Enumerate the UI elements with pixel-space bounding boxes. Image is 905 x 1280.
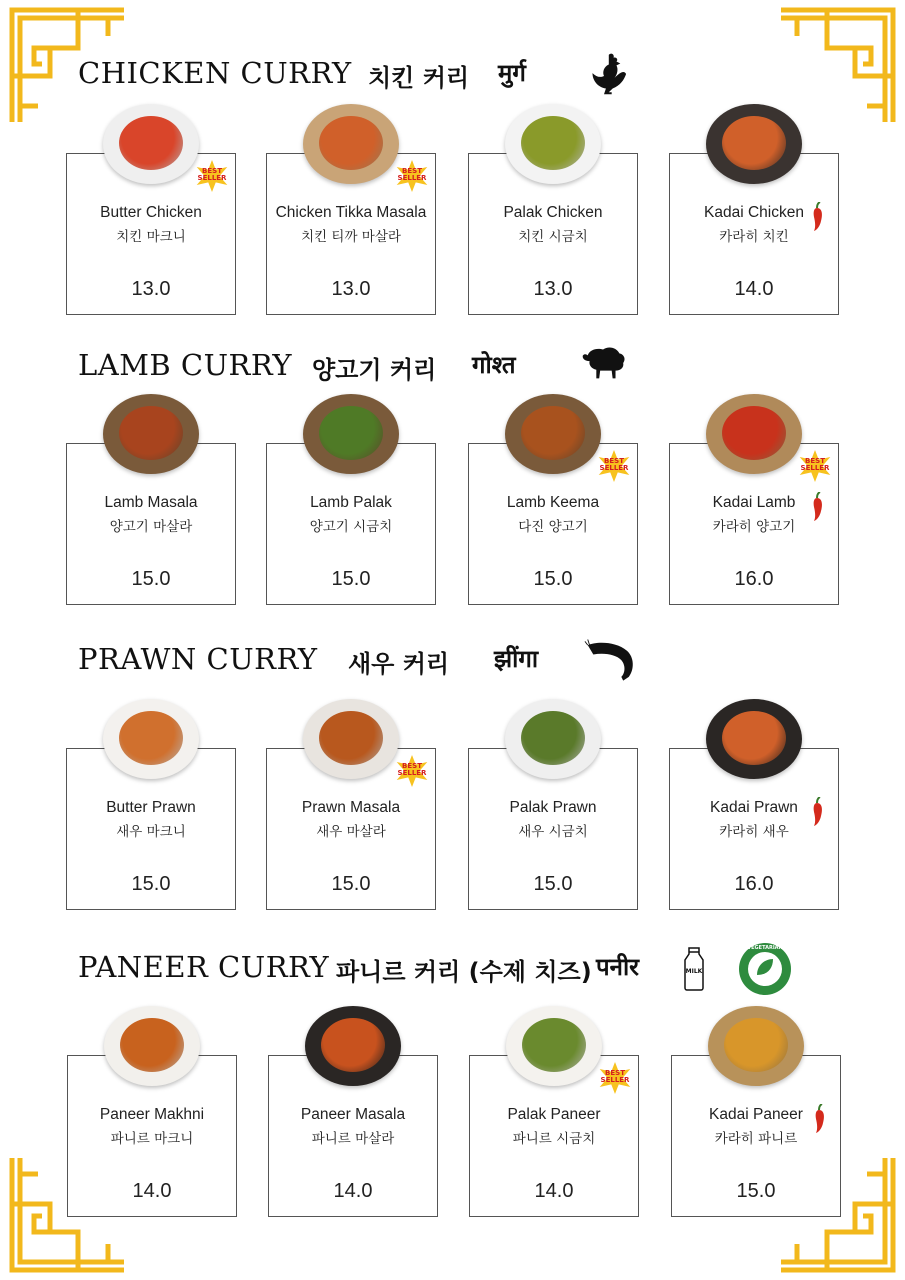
item-name-english: Kadai Prawn (710, 799, 798, 816)
section-header (78, 944, 838, 994)
section-header (78, 50, 838, 100)
best-seller-label: BEST SELLER (197, 167, 227, 182)
section-title: CHICKEN CURRY (78, 56, 352, 90)
item-name-korean: 양고기 시금치 (309, 519, 393, 535)
item-name-korean: 새우 마살라 (316, 824, 386, 840)
shrimp-icon (584, 636, 640, 686)
section-title-korean: 치킨 커리 (368, 64, 470, 92)
item-name-korean: 새우 시금치 (518, 824, 588, 840)
item-price: 14.0 (734, 278, 774, 300)
menu-item-card[interactable] (67, 1055, 237, 1217)
item-name-english: Butter Prawn (106, 799, 196, 816)
item-price: 15.0 (131, 568, 171, 590)
best-seller-label: BEST SELLER (599, 457, 629, 472)
item-name-korean: 파니르 시금치 (512, 1131, 596, 1147)
section-title: PANEER CURRY (78, 950, 330, 984)
section-title-hindi: गोश्त (472, 351, 516, 379)
item-price: 16.0 (734, 568, 774, 590)
item-price: 14.0 (132, 1180, 172, 1202)
rooster-icon (580, 50, 628, 100)
milk-label: MILK (685, 968, 703, 975)
item-price: 16.0 (734, 873, 774, 895)
item-price: 15.0 (131, 873, 171, 895)
item-name-korean: 카라히 새우 (719, 824, 789, 840)
section-title: LAMB CURRY (78, 348, 292, 382)
item-price: 15.0 (331, 568, 371, 590)
dish-photo (505, 699, 601, 779)
section-title-hindi: झींगा (494, 645, 539, 673)
item-price: 13.0 (131, 278, 171, 300)
best-seller-label: BEST SELLER (800, 457, 830, 472)
item-name-english: Palak Paneer (507, 1106, 601, 1123)
menu-item-card[interactable] (469, 1055, 639, 1217)
dish-photo (103, 394, 199, 474)
item-name-english: Butter Chicken (100, 204, 202, 221)
section-header (78, 342, 838, 392)
item-name-korean: 카라히 양고기 (712, 519, 796, 535)
dish-photo (706, 394, 802, 474)
dish-photo (505, 394, 601, 474)
menu-item-card[interactable] (669, 748, 839, 910)
section-title: PRAWN CURRY (78, 642, 318, 676)
menu-item-card[interactable] (66, 443, 236, 605)
dish-photo (706, 699, 802, 779)
item-name-korean: 양고기 마살라 (109, 519, 193, 535)
item-name-korean: 다진 양고기 (518, 519, 588, 535)
item-name-english: Lamb Keema (506, 494, 600, 511)
section-title-korean: 양고기 커리 (312, 356, 437, 384)
dish-photo (505, 104, 601, 184)
best-seller-label: BEST SELLER (397, 762, 427, 777)
chili-pepper-icon (810, 492, 824, 522)
dish-photo (303, 394, 399, 474)
item-name-english: Palak Prawn (509, 799, 597, 816)
item-price: 15.0 (736, 1180, 776, 1202)
best-seller-badge (798, 450, 832, 482)
item-price: 15.0 (331, 873, 371, 895)
dish-photo (104, 1006, 200, 1086)
item-name-korean: 카라히 치킨 (719, 229, 789, 245)
chili-pepper-icon (810, 202, 824, 232)
item-name-english: Lamb Masala (104, 494, 198, 511)
item-name-english: Lamb Palak (310, 494, 392, 511)
dish-photo (103, 104, 199, 184)
menu-item-card[interactable] (468, 748, 638, 910)
best-seller-label: BEST SELLER (600, 1069, 630, 1084)
dish-photo (103, 699, 199, 779)
dish-photo (303, 104, 399, 184)
item-name-english: Paneer Masala (300, 1106, 406, 1123)
vegetarian-label: VEGETARIAN (747, 945, 783, 951)
item-name-english: Palak Chicken (503, 204, 603, 221)
best-seller-badge (395, 160, 429, 192)
menu-item-card[interactable] (671, 1055, 841, 1217)
item-name-korean: 파니르 마크니 (110, 1131, 194, 1147)
vegetarian-badge (738, 942, 792, 996)
dish-photo (305, 1006, 401, 1086)
dish-photo (506, 1006, 602, 1086)
item-name-korean: 파니르 마살라 (311, 1131, 395, 1147)
section-title-hindi: मुर्ग (498, 59, 526, 87)
item-name-english: Kadai Chicken (704, 204, 804, 221)
best-seller-badge (597, 450, 631, 482)
menu-item-card[interactable] (266, 443, 436, 605)
item-price: 13.0 (331, 278, 371, 300)
dish-photo (708, 1006, 804, 1086)
item-price: 15.0 (533, 873, 573, 895)
item-name-korean: 치킨 시금치 (518, 229, 588, 245)
best-seller-badge (195, 160, 229, 192)
sheep-icon (580, 342, 628, 384)
dish-photo (706, 104, 802, 184)
best-seller-badge (395, 755, 429, 787)
menu-item-card[interactable] (468, 443, 638, 605)
section-title-korean: 새우 커리 (348, 650, 450, 678)
menu-item-card[interactable] (669, 443, 839, 605)
item-price: 13.0 (533, 278, 573, 300)
item-name-korean: 카라히 파니르 (714, 1131, 798, 1147)
section-header (78, 636, 838, 686)
item-name-korean: 치킨 마크니 (116, 229, 186, 245)
menu-item-card[interactable] (669, 153, 839, 315)
dish-photo (303, 699, 399, 779)
menu-item-card[interactable] (66, 153, 236, 315)
item-name-english: Prawn Masala (301, 799, 401, 816)
menu-item-card[interactable] (468, 153, 638, 315)
menu-item-card[interactable] (268, 1055, 438, 1217)
item-price: 14.0 (534, 1180, 574, 1202)
item-name-english: Chicken Tikka Masala (275, 204, 427, 221)
menu-item-card[interactable] (266, 748, 436, 910)
best-seller-label: BEST SELLER (397, 167, 427, 182)
section-title-hindi: पनीर (596, 953, 639, 981)
item-name-english: Kadai Paneer (709, 1106, 803, 1123)
item-name-korean: 치킨 티까 마살라 (301, 229, 401, 245)
item-name-english: Paneer Makhni (99, 1106, 205, 1123)
menu-item-card[interactable] (66, 748, 236, 910)
chili-pepper-icon (810, 797, 824, 827)
item-price: 15.0 (533, 568, 573, 590)
best-seller-badge (598, 1062, 632, 1094)
section-title-korean: 파니르 커리 (수제 치즈) (336, 958, 592, 986)
chili-pepper-icon (812, 1104, 826, 1134)
item-name-korean: 새우 마크니 (116, 824, 186, 840)
item-price: 14.0 (333, 1180, 373, 1202)
milk-bottle-icon (682, 946, 706, 992)
menu-item-card[interactable] (266, 153, 436, 315)
item-name-english: Kadai Lamb (712, 494, 796, 511)
